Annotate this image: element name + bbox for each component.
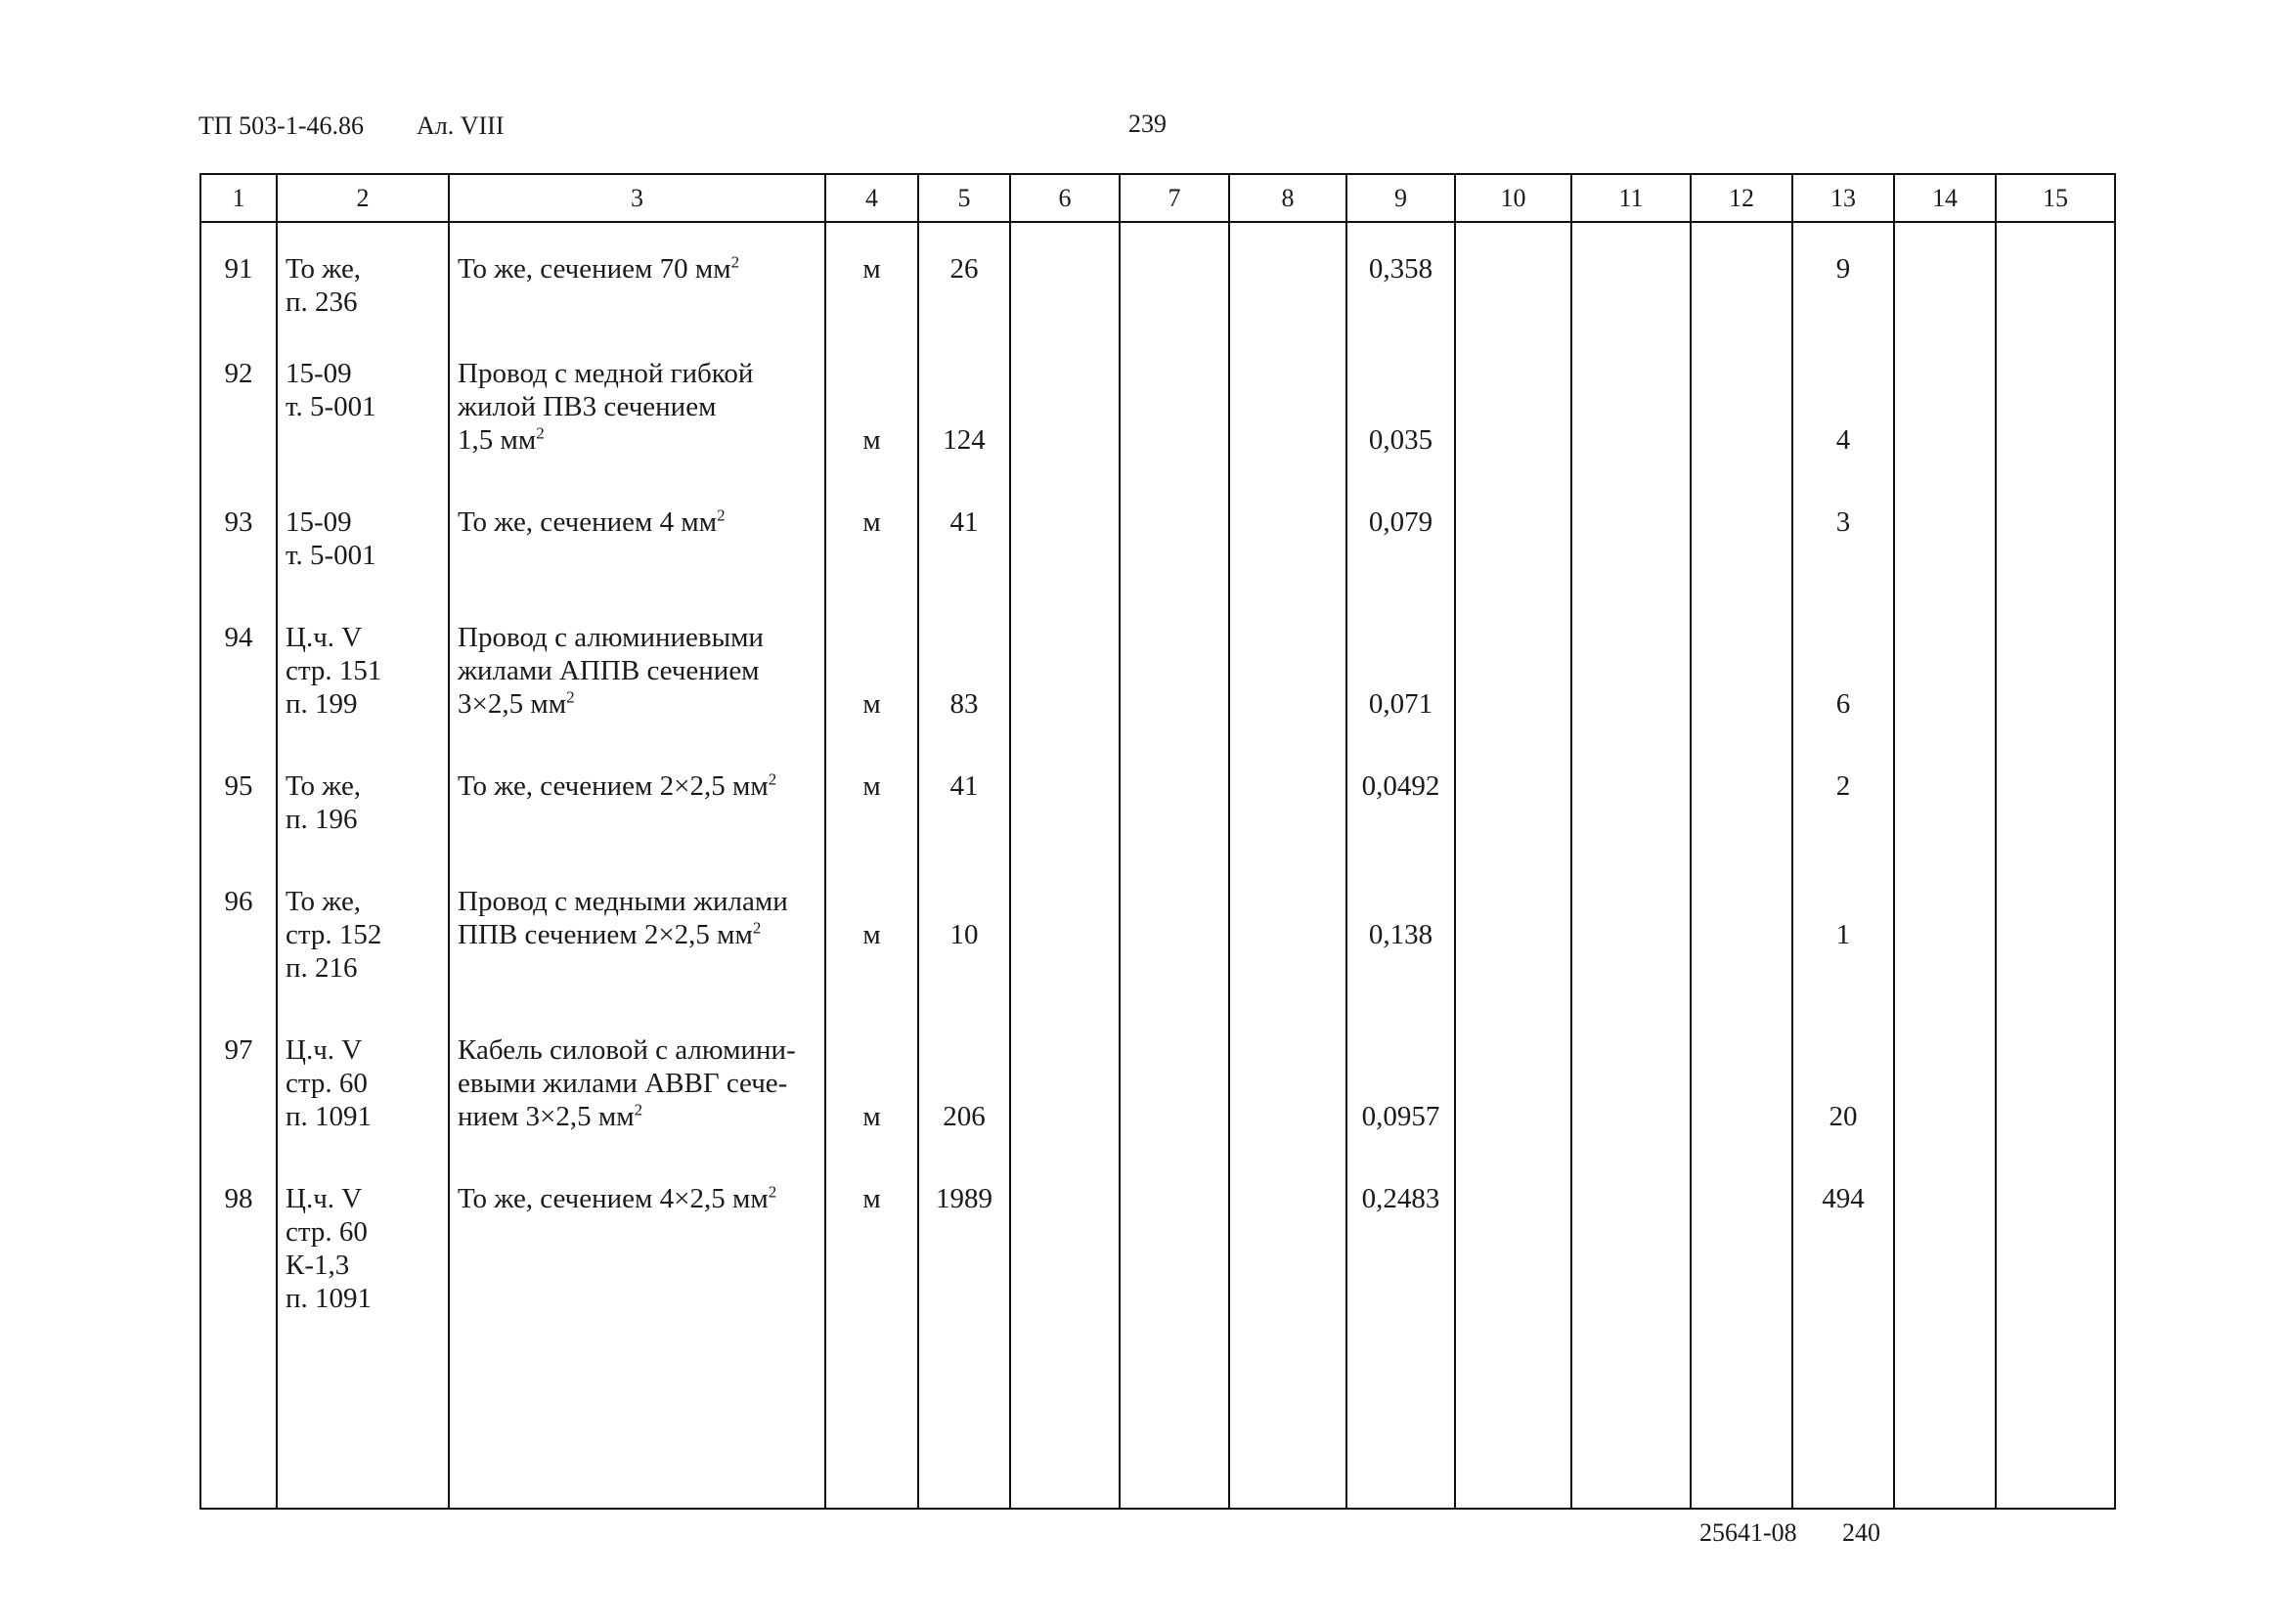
- cell-col-11: [1571, 750, 1691, 865]
- cell-line: К-1,3: [286, 1250, 350, 1281]
- reference-cell: [277, 865, 449, 1014]
- column-header-8: 8: [1229, 174, 1346, 222]
- description-cell: [449, 1014, 825, 1163]
- cell-col-4: м: [825, 1014, 918, 1163]
- description-cell: [449, 750, 825, 865]
- cell-col-9: 0,079: [1346, 486, 1455, 601]
- row-number: 91: [200, 222, 277, 337]
- album-label: Ал. VIII: [417, 111, 505, 140]
- cell-col-11: [1571, 601, 1691, 750]
- cell-col-14: [1894, 222, 1996, 337]
- cell-col-7: [1120, 337, 1229, 486]
- cell-col-13: 20: [1792, 1014, 1894, 1163]
- cell-col-9: 0,071: [1346, 601, 1455, 750]
- cell-col-9: 0,0492: [1346, 750, 1455, 865]
- cell-col-6: [1010, 1163, 1120, 1509]
- cell-col-7: [1120, 1163, 1229, 1509]
- cell-col-10: [1455, 1163, 1571, 1509]
- cell-line: п. 199: [286, 688, 358, 720]
- cell-col-10: [1455, 337, 1571, 486]
- cell-col-5: 206: [918, 1014, 1010, 1163]
- column-header-12: 12: [1691, 174, 1792, 222]
- table-body: [200, 222, 2115, 1509]
- table-row: [200, 222, 2115, 337]
- cell-line: То же, сечением 4 $мм^2$: [458, 505, 726, 538]
- reference-cell: [277, 1014, 449, 1163]
- row-number: 97: [200, 1014, 277, 1163]
- cell-col-15: [1996, 337, 2115, 486]
- cell-col-11: [1571, 337, 1691, 486]
- cell-col-12: [1691, 222, 1792, 337]
- cell-col-12: [1691, 1014, 1792, 1163]
- estimate-table: [199, 173, 2116, 1510]
- cell-col-7: [1120, 865, 1229, 1014]
- reference-cell: [277, 337, 449, 486]
- row-number: 92: [200, 337, 277, 486]
- column-header-7: 7: [1120, 174, 1229, 222]
- cell-col-12: [1691, 750, 1792, 865]
- cell-col-12: [1691, 486, 1792, 601]
- description-cell: [449, 486, 825, 601]
- cell-col-5: 41: [918, 486, 1010, 601]
- cell-line: п. 1091: [286, 1101, 373, 1132]
- column-header-3: 3: [449, 174, 825, 222]
- cell-col-14: [1894, 865, 1996, 1014]
- column-header-6: 6: [1010, 174, 1120, 222]
- cell-line: п. 1091: [286, 1283, 373, 1314]
- reference-cell: [277, 222, 449, 337]
- cell-col-4: м: [825, 1163, 918, 1509]
- column-header-11: 11: [1571, 174, 1691, 222]
- reference-cell: [277, 601, 449, 750]
- cell-col-8: [1229, 601, 1346, 750]
- description-cell: [449, 1163, 825, 1509]
- cell-col-15: [1996, 1163, 2115, 1509]
- cell-col-12: [1691, 865, 1792, 1014]
- column-header-4: 4: [825, 174, 918, 222]
- cell-col-6: [1010, 1014, 1120, 1163]
- cell-line: То же,: [286, 886, 362, 917]
- cell-line: т. 5-001: [286, 540, 376, 571]
- table-row: [200, 1163, 2115, 1509]
- reference-cell: [277, 750, 449, 865]
- cell-line: То же,: [286, 770, 362, 802]
- cell-line: жилами АППВ сечением: [458, 655, 760, 686]
- cell-col-14: [1894, 601, 1996, 750]
- cell-col-12: [1691, 601, 1792, 750]
- table-row: [200, 1014, 2115, 1163]
- cell-col-12: [1691, 1163, 1792, 1509]
- table-row: [200, 486, 2115, 601]
- column-header-14: 14: [1894, 174, 1996, 222]
- cell-col-13: 3: [1792, 486, 1894, 601]
- cell-col-15: [1996, 750, 2115, 865]
- cell-col-10: [1455, 222, 1571, 337]
- cell-col-5: 83: [918, 601, 1010, 750]
- cell-col-5: 26: [918, 222, 1010, 337]
- footer-doc-number: 25641-08: [1699, 1518, 1797, 1547]
- cell-line: Ц.ч. V: [286, 1034, 363, 1066]
- cell-line: стр. 151: [286, 655, 382, 686]
- cell-col-8: [1229, 1014, 1346, 1163]
- description-cell: [449, 222, 825, 337]
- cell-col-11: [1571, 486, 1691, 601]
- cell-col-6: [1010, 865, 1120, 1014]
- cell-col-13: 9: [1792, 222, 1894, 337]
- cell-line: То же, сечением 4×2,5 $мм^2$: [458, 1182, 777, 1214]
- cell-line: стр. 60: [286, 1068, 368, 1099]
- cell-col-13: 494: [1792, 1163, 1894, 1509]
- cell-col-11: [1571, 865, 1691, 1014]
- cell-line: Провод с медной гибкой: [458, 358, 754, 389]
- reference-cell: [277, 486, 449, 601]
- column-header-2: 2: [277, 174, 449, 222]
- cell-col-9: 0,035: [1346, 337, 1455, 486]
- cell-col-4: м: [825, 601, 918, 750]
- cell-col-14: [1894, 486, 1996, 601]
- cell-col-8: [1229, 750, 1346, 865]
- cell-line: То же,: [286, 253, 362, 285]
- cell-col-10: [1455, 1014, 1571, 1163]
- cell-line: 3×2,5 $мм^2$: [458, 687, 575, 720]
- cell-col-11: [1571, 1014, 1691, 1163]
- cell-col-9: 0,2483: [1346, 1163, 1455, 1509]
- cell-col-14: [1894, 1163, 1996, 1509]
- cell-col-4: м: [825, 337, 918, 486]
- cell-col-11: [1571, 222, 1691, 337]
- cell-line: стр. 60: [286, 1216, 368, 1248]
- cell-col-15: [1996, 486, 2115, 601]
- document-code: ТП 503-1-46.86: [198, 111, 364, 140]
- cell-col-8: [1229, 1163, 1346, 1509]
- cell-line: п. 196: [286, 804, 358, 835]
- cell-col-5: 124: [918, 337, 1010, 486]
- footer-page: 240: [1842, 1518, 1880, 1547]
- table-row: [200, 750, 2115, 865]
- cell-col-13: 1: [1792, 865, 1894, 1014]
- cell-line: нием 3×2,5 $мм^2$: [458, 1100, 643, 1132]
- cell-line: Провод с медными жилами: [458, 886, 788, 917]
- column-header-5: 5: [918, 174, 1010, 222]
- cell-col-15: [1996, 865, 2115, 1014]
- table-row: [200, 337, 2115, 486]
- cell-col-8: [1229, 486, 1346, 601]
- row-number: 96: [200, 865, 277, 1014]
- cell-col-8: [1229, 865, 1346, 1014]
- cell-col-6: [1010, 601, 1120, 750]
- column-header-row: [200, 174, 2115, 222]
- cell-col-14: [1894, 1014, 1996, 1163]
- cell-col-13: 4: [1792, 337, 1894, 486]
- cell-col-9: 0,0957: [1346, 1014, 1455, 1163]
- cell-col-7: [1120, 486, 1229, 601]
- cell-col-8: [1229, 222, 1346, 337]
- cell-col-7: [1120, 222, 1229, 337]
- column-header-9: 9: [1346, 174, 1455, 222]
- cell-col-4: м: [825, 222, 918, 337]
- cell-col-6: [1010, 486, 1120, 601]
- cell-col-4: м: [825, 486, 918, 601]
- cell-line: Кабель силовой с алюмини-: [458, 1034, 796, 1066]
- cell-col-9: 0,138: [1346, 865, 1455, 1014]
- cell-col-5: 41: [918, 750, 1010, 865]
- cell-col-4: м: [825, 865, 918, 1014]
- column-header-1: 1: [200, 174, 277, 222]
- table-row: [200, 865, 2115, 1014]
- cell-col-13: 6: [1792, 601, 1894, 750]
- cell-line: Ц.ч. V: [286, 622, 363, 653]
- cell-line: стр. 152: [286, 919, 382, 950]
- cell-col-7: [1120, 750, 1229, 865]
- cell-col-10: [1455, 750, 1571, 865]
- cell-col-14: [1894, 337, 1996, 486]
- cell-col-10: [1455, 865, 1571, 1014]
- cell-col-7: [1120, 601, 1229, 750]
- cell-line: 15-09: [286, 358, 352, 389]
- column-header-13: 13: [1792, 174, 1894, 222]
- cell-col-10: [1455, 601, 1571, 750]
- cell-col-15: [1996, 1014, 2115, 1163]
- row-number: 93: [200, 486, 277, 601]
- column-header-10: 10: [1455, 174, 1571, 222]
- cell-col-5: 10: [918, 865, 1010, 1014]
- description-cell: [449, 865, 825, 1014]
- description-cell: [449, 601, 825, 750]
- cell-col-15: [1996, 222, 2115, 337]
- cell-col-13: 2: [1792, 750, 1894, 865]
- cell-col-15: [1996, 601, 2115, 750]
- cell-col-8: [1229, 337, 1346, 486]
- cell-line: п. 216: [286, 952, 358, 984]
- cell-line: ППВ сечением 2×2,5 $мм^2$: [458, 918, 762, 950]
- cell-line: То же, сечением 70 $мм^2$: [458, 252, 740, 285]
- page-number: 239: [1128, 110, 1167, 138]
- cell-col-4: м: [825, 750, 918, 865]
- cell-col-11: [1571, 1163, 1691, 1509]
- cell-col-6: [1010, 750, 1120, 865]
- column-header-15: 15: [1996, 174, 2115, 222]
- cell-line: Провод с алюминиевыми: [458, 622, 764, 653]
- row-number: 94: [200, 601, 277, 750]
- row-number: 98: [200, 1163, 277, 1509]
- cell-line: евыми жилами АВВГ сече-: [458, 1068, 788, 1099]
- cell-line: п. 236: [286, 286, 358, 318]
- reference-cell: [277, 1163, 449, 1509]
- description-cell: [449, 337, 825, 486]
- cell-col-12: [1691, 337, 1792, 486]
- cell-line: т. 5-001: [286, 391, 376, 422]
- cell-col-6: [1010, 222, 1120, 337]
- cell-col-14: [1894, 750, 1996, 865]
- cell-line: жилой ПВ3 сечением: [458, 391, 717, 422]
- row-number: 95: [200, 750, 277, 865]
- cell-col-10: [1455, 486, 1571, 601]
- cell-line: То же, сечением 2×2,5 $мм^2$: [458, 769, 777, 802]
- cell-line: 1,5 $мм^2$: [458, 423, 545, 456]
- cell-col-9: 0,358: [1346, 222, 1455, 337]
- cell-col-5: 1989: [918, 1163, 1010, 1509]
- cell-line: Ц.ч. V: [286, 1183, 363, 1214]
- cell-col-6: [1010, 337, 1120, 486]
- cell-col-7: [1120, 1014, 1229, 1163]
- cell-line: 15-09: [286, 506, 352, 538]
- table-row: [200, 601, 2115, 750]
